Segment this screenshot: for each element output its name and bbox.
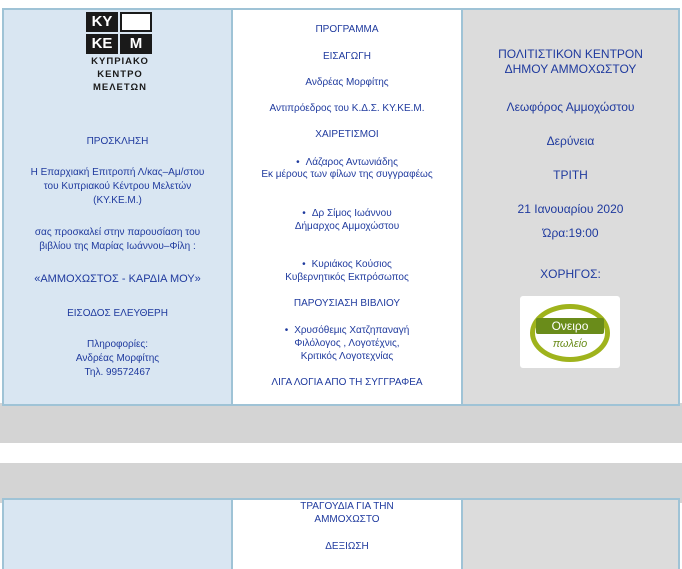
free-entry: ΕΙΣΟΔΟΣ ΕΛΕΥΘΕΡΗ: [67, 308, 168, 319]
invitation-title: ΠΡΟΣΚΛΗΣΗ: [86, 136, 149, 147]
presenter-role: Κριτικός Λογοτεχνίας: [300, 351, 394, 362]
gray-band: [0, 403, 682, 443]
sponsor-logo-subtext: πωλείο: [552, 338, 588, 350]
left-column: [4, 500, 231, 569]
greeting-role: Δήμαρχος Αμμοχώστου: [294, 221, 400, 232]
inviter-line: του Κυπριακού Κέντρου Μελετών: [43, 181, 192, 192]
sponsor-logo-text: Ονειρο: [536, 318, 604, 334]
sponsor-logo: [520, 296, 620, 368]
page-gap: [0, 443, 682, 463]
info-phone: Τηλ. 99572467: [84, 367, 151, 378]
greeting-role: Εκ μέρους των φίλων της συγγραφέως: [261, 169, 433, 180]
logo-letters-ke: ΚΕ: [86, 34, 118, 54]
street: Λεωφόρος Αμμοχώστου: [506, 100, 635, 114]
logo-line: ΚΕΝΤΡΟ: [97, 69, 143, 80]
right-column: [463, 500, 678, 569]
invitation-table: [2, 8, 680, 406]
inviter-line: (ΚΥ.ΚΕ.Μ.): [93, 195, 142, 206]
book-title: «ΑΜΜΟΧΩΣΤΟΣ - ΚΑΡΔΙΑ ΜΟΥ»: [34, 273, 201, 285]
middle-column: [233, 10, 461, 404]
logo-line: ΚΥΠΡΙΑΚΟ: [91, 56, 149, 67]
greeting-name: • Λάζαρος Αντωνιάδης: [296, 157, 398, 168]
intro-label: ΕΙΣΑΓΩΓΗ: [322, 51, 371, 62]
intro-name: Ανδρέας Μορφίτης: [305, 77, 389, 88]
greeting-item: [233, 207, 461, 220]
presentation-label: ΠΑΡΟΥΣΙΑΣΗ ΒΙΒΛΙΟΥ: [293, 298, 401, 309]
venue-line: ΔΗΜΟΥ ΑΜΜΟΧΩΣΤΟΥ: [504, 62, 637, 76]
middle-column: [233, 500, 461, 569]
invite-text-line: σας προσκαλεί στην παρουσίαση του: [34, 227, 201, 238]
greetings-label: ΧΑΙΡΕΤΙΣΜΟΙ: [315, 129, 379, 140]
sponsor-label: ΧΟΡΗΓΟΣ:: [540, 267, 601, 281]
songs-line: ΑΜΜΟΧΩΣΤΟ: [314, 514, 380, 525]
info-name: Ανδρέας Μορφίτης: [75, 353, 160, 364]
program-heading: ΠΡΟΓΡΑΜΜΑ: [315, 24, 379, 35]
date: 21 Ιανουαρίου 2020: [517, 202, 624, 216]
info-label: Πληροφορίες:: [86, 339, 149, 350]
presenter-name: • Χρυσόθεμις Χατζηπαναγή: [285, 325, 410, 336]
greeting-role: Κυβερνητικός Εκπρόσωπος: [285, 272, 409, 283]
time: Ώρα:19:00: [542, 226, 599, 240]
day: ΤΡΙΤΗ: [553, 168, 588, 182]
logo-line: ΜΕΛΕΤΩΝ: [92, 82, 148, 93]
reception: ΔΕΞΙΩΣΗ: [325, 541, 369, 552]
town: Δερύνεια: [546, 134, 595, 148]
author-words: ΛΙΓΑ ΛΟΓΙΑ ΑΠΟ ΤΗ ΣΥΓΓΡΑΦΕΑ: [271, 377, 423, 388]
venue-line: ΠΟΛΙΤΙΣΤΙΚΟΝ ΚΕΝΤΡΟΝ: [498, 47, 643, 61]
right-column: [463, 10, 678, 404]
logo-letters-ky: ΚΥ: [86, 12, 118, 32]
gray-band: [0, 463, 682, 503]
greeting-name: • Δρ Σίμος Ιωάννου: [302, 208, 391, 219]
invite-text-line: βιβλίου της Μαρίας Ιωάννου–Φίλη :: [39, 241, 196, 252]
presenter-role: Φιλόλογος , Λογοτέχνις,: [294, 338, 400, 349]
intro-role: Αντιπρόεδρος του Κ.Δ.Σ. ΚΥ.ΚΕ.Μ.: [269, 103, 425, 114]
greeting-name: • Κυριάκος Κούσιος: [302, 259, 392, 270]
kykem-logo: [86, 12, 154, 93]
presenter-item: [233, 324, 461, 337]
songs-line: ΤΡΑΓΟΥΔΙΑ ΓΙΑ ΤΗΝ: [300, 501, 394, 512]
logo-letters-m: Μ: [120, 34, 152, 54]
logo-pattern-cell: [120, 12, 152, 32]
invitation-table-continued: [2, 498, 680, 569]
greeting-item: [233, 258, 461, 271]
left-column: [4, 10, 231, 404]
inviter-line: Η Επαρχιακή Επιτροπή Λ/κας–Αμ/στου: [30, 167, 205, 178]
